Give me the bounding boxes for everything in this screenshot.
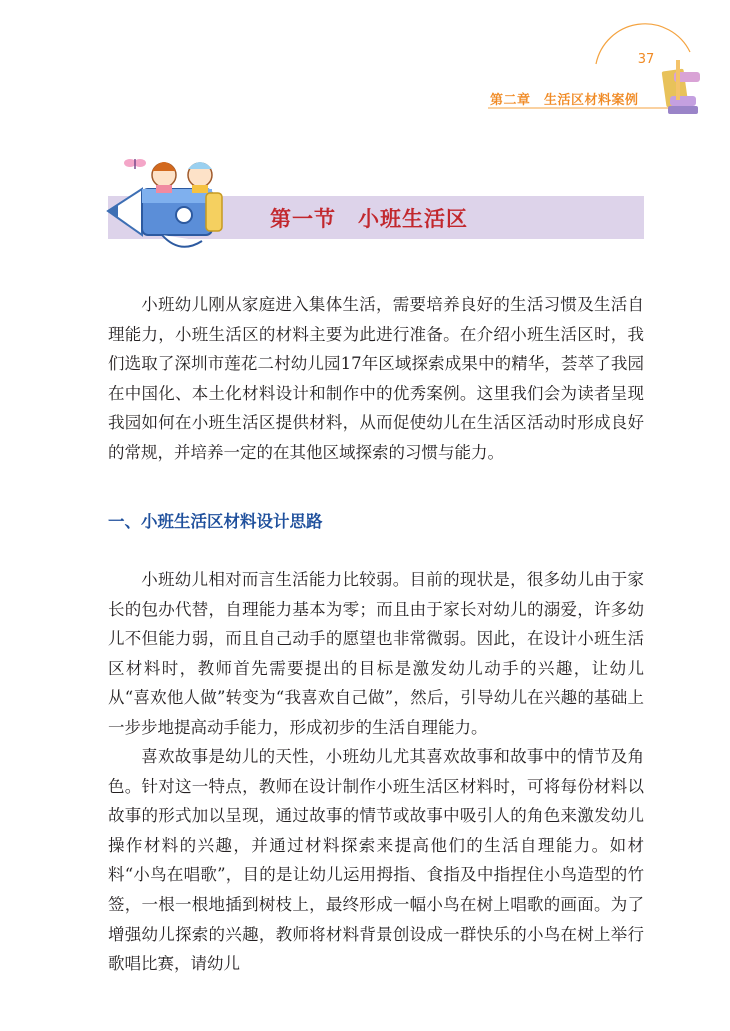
intro-paragraph: 小班幼儿刚从家庭进入集体生活，需要培养良好的生活习惯及生活自理能力，小班生活区的材料主要为此进行准备。在介绍小班生活区时，我们选取了深圳市莲花二村幼儿园17年区域探索成果中的精华，荟萃了我园在中国化、本土化材料设计和制作中的优秀案例。这里我们会为读者呈现我园如何在小班生活区提供材料，从而促使幼儿在生活区活动时形成良好的常规，并培养一定的在其他区域探索的习惯与能力。 — [108, 295, 644, 462]
pencil-icon — [108, 189, 222, 247]
page-header — [0, 0, 730, 130]
notebook-icon — [662, 60, 700, 114]
subsection-heading: 一、小班生活区材料设计思路 — [108, 512, 323, 531]
section-title: 第一节 小班生活区 — [270, 206, 468, 231]
body-paragraph: 喜欢故事是幼儿的天性，小班幼儿尤其喜欢故事和故事中的情节及角色。针对这一特点，教师在设计制作小班生活区材料时，可将每份材料以故事的形式加以呈现，通过故事的情节或故事中吸引人的角色来激发幼儿操作材料的兴趣，并通过材料探索来提高他们的生活自理能力。如材料“小鸟在唱歌”，目的是让幼儿运用拇指、食指及中指捏住小鸟造型的竹签，一根一根地插到树枝上，最终形成一幅小鸟在树上唱歌的画面。为了增强幼儿探索的兴趣，教师将材料背景创设成一群快乐的小鸟在树上举行歌唱比赛，请幼儿 — [108, 747, 644, 974]
header-decoration — [0, 0, 730, 130]
body-paragraph: 小班幼儿相对而言生活能力比较弱。目前的现状是，很多幼儿由于家长的包办代替，自理能力基本为零；而且由于家长对幼儿的溺爱，许多幼儿不但能力弱，而且自己动手的愿望也非常微弱。因此，在设计小班生活区材料时，教师首先需要提出的目标是激发幼儿动手的兴趣，让幼儿从“喜欢他人做”转变为“我喜欢自己做”，然后，引导幼儿在兴趣的基础上一步步地提高动手能力，形成初步的生活自理能力。 — [108, 570, 644, 737]
page-number: 37 — [637, 52, 655, 67]
chapter-label: 第二章 生活区材料案例 — [490, 93, 639, 108]
pencil-kids-illustration — [102, 153, 252, 263]
butterfly-icon — [124, 159, 146, 169]
